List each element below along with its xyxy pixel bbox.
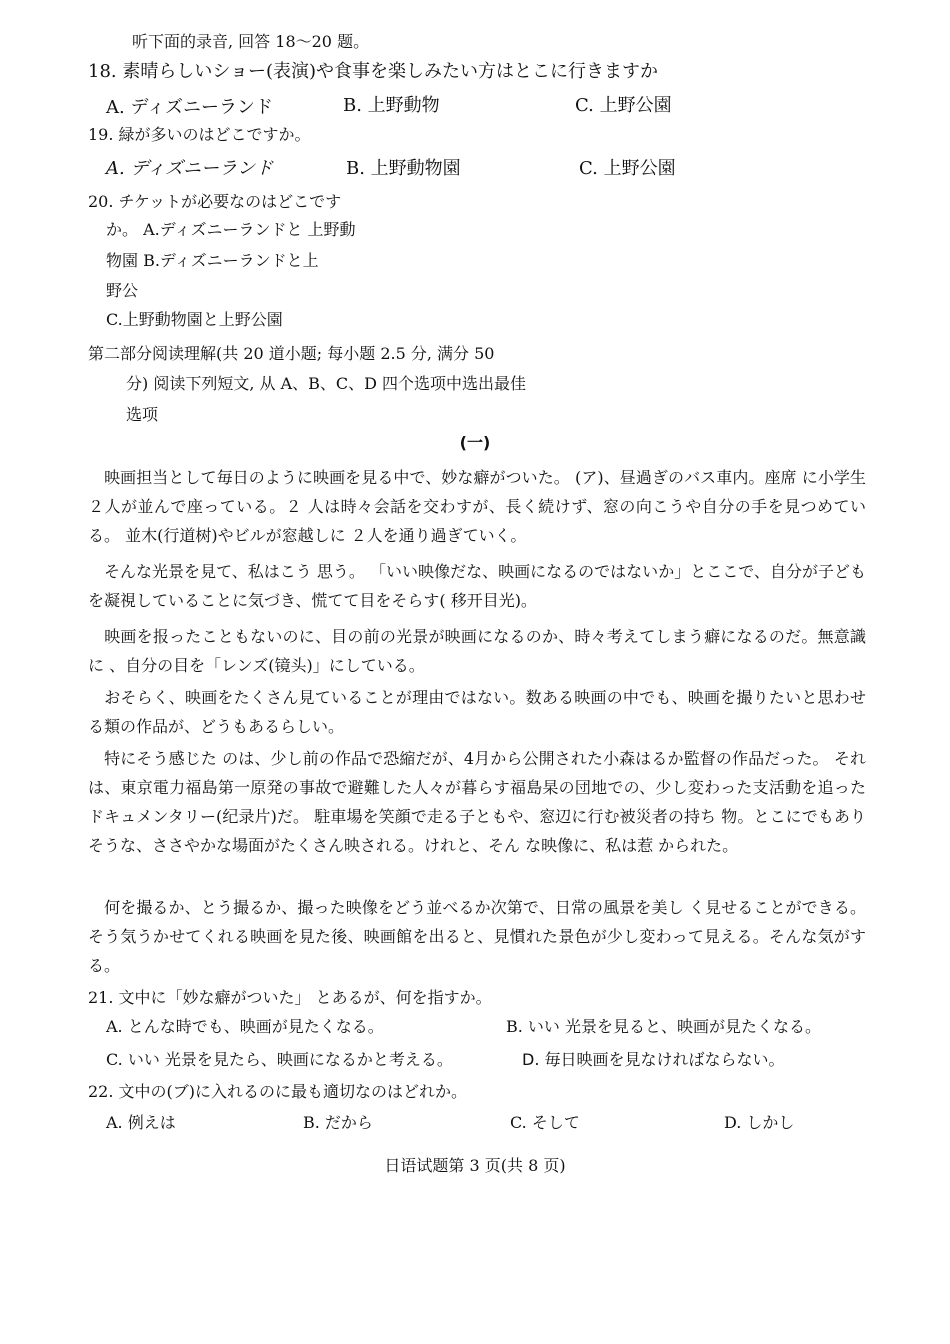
- paragraph-text: 映画担当として毎日のように映画を見る中で、妙な癖がついた。 (ア)、昼過ぎのバス車内。座席 に小学生２人が並んで座っている。２ 人は時々会話を交わすが、長く続けず、窓の向こうや自分の手を見つめている。 並木(行道树)やビルが窓越しに ２人を通り過ぎていく。: [88, 468, 866, 545]
- reading-header-line1: 第二部分阅读理解(共 20 道小题; 每小题 2.5 分, 满分 50: [88, 344, 495, 363]
- reading-header-line3: 选项: [126, 405, 159, 424]
- paragraph-text: おそらく、映画をたくさん見ていることが理由ではない。数ある映画の中でも、映画を撮りたいと思わせる類の作品が、どうもあるらしい。: [88, 688, 866, 736]
- q19-option-b: B. 上野動物園: [346, 158, 461, 179]
- q22-option-a: A. 例えは: [106, 1113, 176, 1132]
- q22-option-d: D. しかし: [724, 1113, 795, 1132]
- question-19: 19. 緑が多いのはどこですか。: [88, 125, 311, 144]
- question-20-line5: C.上野動物園と上野公園: [106, 310, 283, 329]
- passage-paragraph-2: [88, 557, 866, 615]
- q18-option-a: A. ディズニーランド: [106, 97, 274, 118]
- question-18: 18. 素晴らしいショー(表演)や食事を楽しみたい方はとこに行きますか: [88, 61, 659, 82]
- question-20-line1: 20. チケットが必要なのはどこです: [88, 192, 342, 211]
- question-20-line3: 物園 B.ディズニーランドと上: [106, 251, 319, 270]
- section-mark: (一): [459, 433, 491, 452]
- question-20-line4: 野公: [106, 281, 139, 300]
- paragraph-text: 何を撮るか、とう撮るか、撮った映像をどう並べるか次第で、日常の風景を美し く見せることができる。そう気うかせてくれる映画を見た後、映画館を出ると、見慣れた景色が少し変わって見える。そんな気がする。: [88, 898, 866, 975]
- page-footer: 日语试题第 3 页(共 8 页): [384, 1156, 566, 1175]
- q21-option-c: C. いい 光景を見たら、映画になるかと考える。: [106, 1050, 453, 1069]
- question-20-line2: か。 A.ディズニーランドと 上野動: [106, 220, 356, 239]
- listening-instruction: 听下面的录音, 回答 18～20 题。: [132, 32, 370, 51]
- q18-option-c: C. 上野公園: [575, 95, 672, 116]
- q18-option-b: B. 上野動物: [343, 95, 440, 116]
- q22-option-b: B. だから: [303, 1113, 373, 1132]
- passage-paragraph-6: [88, 893, 866, 980]
- passage-paragraph-5: [88, 744, 866, 860]
- paragraph-text: 映画を报ったこともないのに、目の前の光景が映画になるのか、時々考えてしまう癖になるのだ。無意識に 、自分の目を「レンズ(镜头)」にしている。: [88, 627, 866, 675]
- reading-header-line2: 分) 阅读下列短文, 从 A、B、C、D 四个选项中选出最佳: [126, 374, 527, 393]
- paragraph-text: そんな光景を見て、私はこう 思う。 「いい映像だな、映画になるのではないか」とここで、自分が子どもを凝視していることに気づき、慌てて目をそらす( 移开目光)。: [88, 562, 866, 610]
- q21-option-a: A. とんな時でも、映画が見たくなる。: [106, 1017, 384, 1036]
- passage-paragraph-1: [88, 463, 866, 550]
- q19-option-a: A. ディズニーランド: [106, 158, 274, 179]
- question-22: 22. 文中の(ブ)に入れるのに最も適切なのはどれか。: [88, 1082, 468, 1101]
- q22-option-c: C. そして: [510, 1113, 580, 1132]
- q21-option-b: B. いい 光景を見ると、映画が見たくなる。: [506, 1017, 822, 1036]
- passage-paragraph-4: [88, 683, 866, 741]
- q21-option-d: D. 毎日映画を見なければならない。: [522, 1050, 785, 1069]
- q19-option-c: C. 上野公園: [579, 158, 676, 179]
- question-21: 21. 文中に「妙な癖がついた」 とあるが、何を指すか。: [88, 988, 492, 1007]
- paragraph-text: 特にそう感じた のは、少し前の作品で恐縮だが、4月から公開された小森はるか監督の作品だった。 それは、東京電力福島第一原発の事故で避難した人々が暮らす福島杲の団地での、少し変わった支活動を追ったドキュメンタリー(纪录片)だ。 駐車場を笑顔で走る子ともや、窓辺に行む被災者の持ち 物。とこにでもありそうな、ささやかな場面がたくさん映される。けれと、そん な映像に、私は惹 かられた。: [88, 749, 866, 855]
- passage-paragraph-3: [88, 622, 866, 680]
